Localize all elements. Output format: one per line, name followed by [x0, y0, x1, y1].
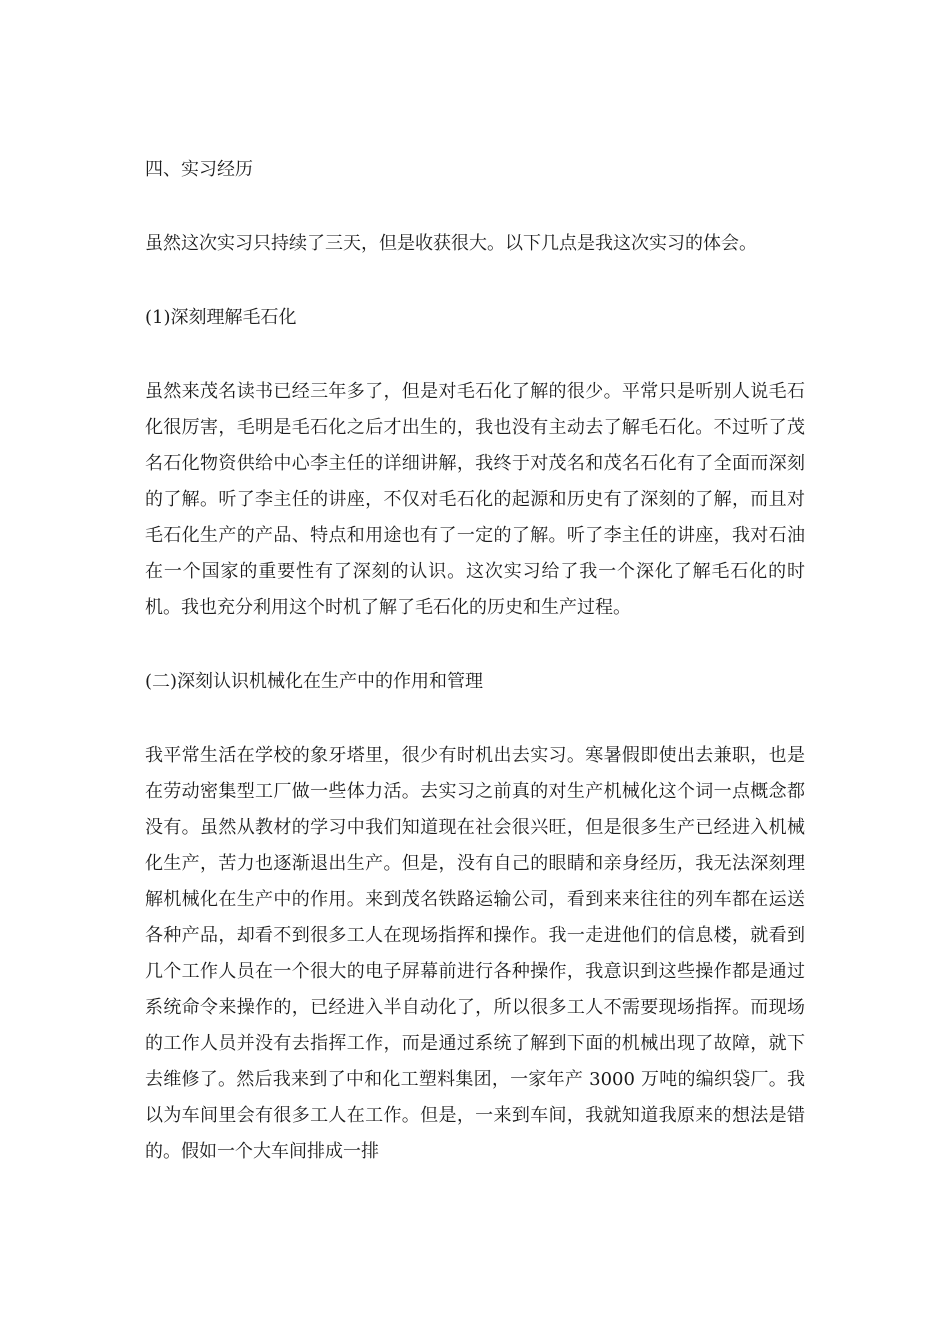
subsection-title-2: (二)深刻认识机械化在生产中的作用和管理 — [145, 671, 484, 692]
document-page — [145, 152, 805, 1170]
subsection-title-1: (1)深刻理解毛石化 — [145, 307, 297, 328]
section-title: 四、实习经历 — [145, 159, 253, 180]
subsection-body-1: 虽然来茂名读书已经三年多了，但是对毛石化了解的很少。平常只是听别人说毛石化很厉害，毛明是毛石化之后才出生的，我也没有主动去了解毛石化。不过听了茂名石化物资供给中心李主任的详细讲解，我终于对茂名和茂名石化有了全面而深刻的了解。听了李主任的讲座，不仅对毛石化的起源和历史有了深刻的了解，而且对毛石化生产的产品、特点和用途也有了一定的了解。听了李主任的讲座，我对石油在一个国家的重要性有了深刻的认识。这次实习给了我一个深化了解毛石化的时机。我也充分利用这个时机了解了毛石化的历史和生产过程。 — [145, 381, 805, 618]
intro-paragraph: 虽然这次实习只持续了三天，但是收获很大。以下几点是我这次实习的体会。 — [145, 233, 757, 254]
subsection-body-2: 我平常生活在学校的象牙塔里，很少有时机出去实习。寒暑假即使出去兼职，也是在劳动密集型工厂做一些体力活。去实习之前真的对生产机械化这个词一点概念都没有。虽然从教材的学习中我们知道现在社会很兴旺，但是很多生产已经进入机械化生产，苦力也逐渐退出生产。但是，没有自己的眼睛和亲身经历，我无法深刻理解机械化在生产中的作用。来到茂名铁路运输公司，看到来来往往的列车都在运送各种产品，却看不到很多工人在现场指挥和操作。我一走进他们的信息楼，就看到几个工作人员在一个很大的电子屏幕前进行各种操作，我意识到这些操作都是通过系统命令来操作的，已经进入半自动化了，所以很多工人不需要现场指挥。而现场的工作人员并没有去指挥工作，而是通过系统了解到下面的机械出现了故障，就下去维修了。然后我来到了中和化工塑料集团，一家年产 3000 万吨的编织袋厂。我以为车间里会有很多工人在工作。但是，一来到车间，我就知道我原来的想法是错的。假如一个大车间排成一排 — [145, 745, 805, 1162]
